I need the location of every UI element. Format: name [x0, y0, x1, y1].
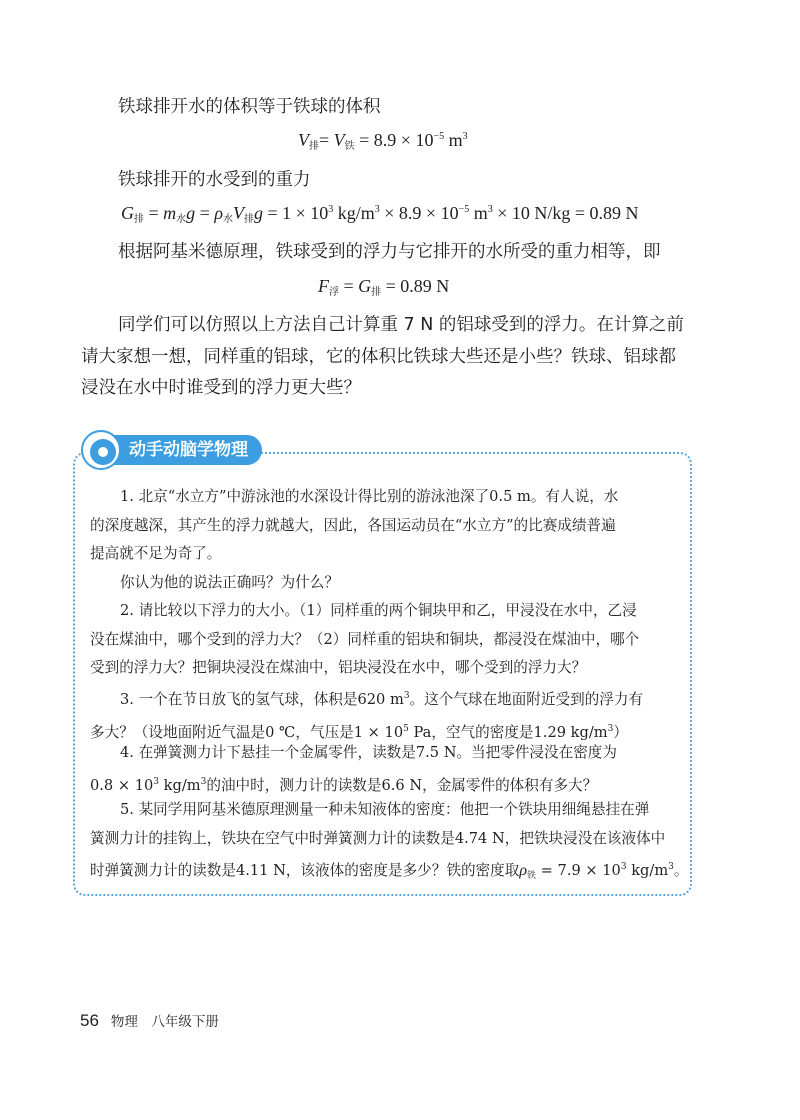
question-line: 多大？（设地面附近气温是0 ℃，气压是$1 \times 10^5$ Pa，空气的密度是1.29 $kg/m^3$）: [90, 723, 628, 741]
question-line: 受到的浮力大？把铜块浸没在煤油中，铝块浸没在水中，哪个受到的浮力大？: [90, 659, 587, 676]
formula-buoyancy: $F_浮 = G_排 = 0.89$ N: [318, 276, 450, 298]
page-footer: [80, 1010, 219, 1031]
book-info: 物理 八年级下册: [110, 1014, 219, 1030]
text-line-volume: 铁球排开水的体积等于铁球的体积: [118, 97, 381, 117]
question-line: 1. 北京“水立方”中游泳池的水深设计得比别的游泳池深了0.5 m。有人说，水: [120, 488, 619, 505]
question-4: [90, 739, 680, 800]
paragraph-aluminum: [81, 310, 703, 405]
question-2: [90, 597, 680, 683]
question-line: 4. 在弹簧测力计下悬挂一个金属零件，读数是7.5 N。当把零件浸没在密度为: [120, 744, 617, 761]
formula-weight: $G_排 = m_水g = \rho_水V_排g = 1 \times 10^3$ $kg/m^3 \times 8.9 \times 10^{-5}$ $m^3 \times 10$ N/kg = 0.89 N: [121, 203, 639, 225]
paragraph-line: 请大家想一想，同样重的铝球，它的体积比铁球大些还是小些？铁球、铝球都: [81, 346, 676, 367]
paragraph-line: 同学们可以仿照以上方法自己计算重 7 N 的铝球受到的浮力。在计算之前: [118, 315, 684, 335]
page-number: 56: [80, 1011, 99, 1030]
question-line: 5. 某同学用阿基米德原理测量一种未知液体的密度：他把一个铁块用细绳悬挂在弹: [120, 801, 650, 818]
question-line: 簧测力计的挂钩上，铁块在空气中时弹簧测力计的读数是4.74 N，把铁块浸没在该液体中: [90, 829, 666, 847]
question-line: 你认为他的说法正确吗？为什么？: [120, 573, 339, 591]
text-line-weight: 铁球排开的水受到的重力: [118, 170, 311, 190]
paragraph-line: 浸没在水中时谁受到的浮力更大些？: [81, 378, 361, 398]
activity-title: 动手动脑学物理: [111, 435, 262, 465]
question-line: 2. 请比较以下浮力的大小。（1）同样重的两个铜块甲和乙，甲浸没在水中，乙浸: [120, 602, 637, 619]
question-line: $0.8 \times 10^3$ $kg/m^3$的油中时，测力计的读数是6.6 N，金属零件的体积有多大？: [90, 776, 598, 794]
question-line: 没在煤油中，哪个受到的浮力大？（2）同样重的铝块和铜块，都浸没在煤油中，哪个: [90, 630, 640, 648]
question-5: [90, 796, 689, 891]
activity-badge: [81, 430, 259, 470]
question-line: 3. 一个在节日放飞的氢气球，体积是620 $m^3$。这个气球在地面附近受到的浮力有: [120, 691, 644, 708]
question-3: [90, 682, 680, 747]
text-line-archimedes: 根据阿基米德原理，铁球受到的浮力与它排开的水所受的重力相等，即: [118, 242, 661, 262]
question-1: [90, 483, 680, 597]
question-line: 时弹簧测力计的读数是4.11 N，该液体的密度是多少？铁的密度取$\rho_铁 = 7.9 \times 10^3$ $kg/m^3$。: [90, 862, 689, 881]
target-icon: [81, 430, 121, 470]
question-line: 的深度越深，其产生的浮力就越大，因此，各国运动员在“水立方”的比赛成绩普遍: [90, 516, 616, 534]
question-line: 提高就不足为奇了。: [90, 545, 222, 562]
formula-volume: $V_排= V_铁 = 8.9 \times 10^{-5}$ $m^3$: [298, 130, 468, 152]
